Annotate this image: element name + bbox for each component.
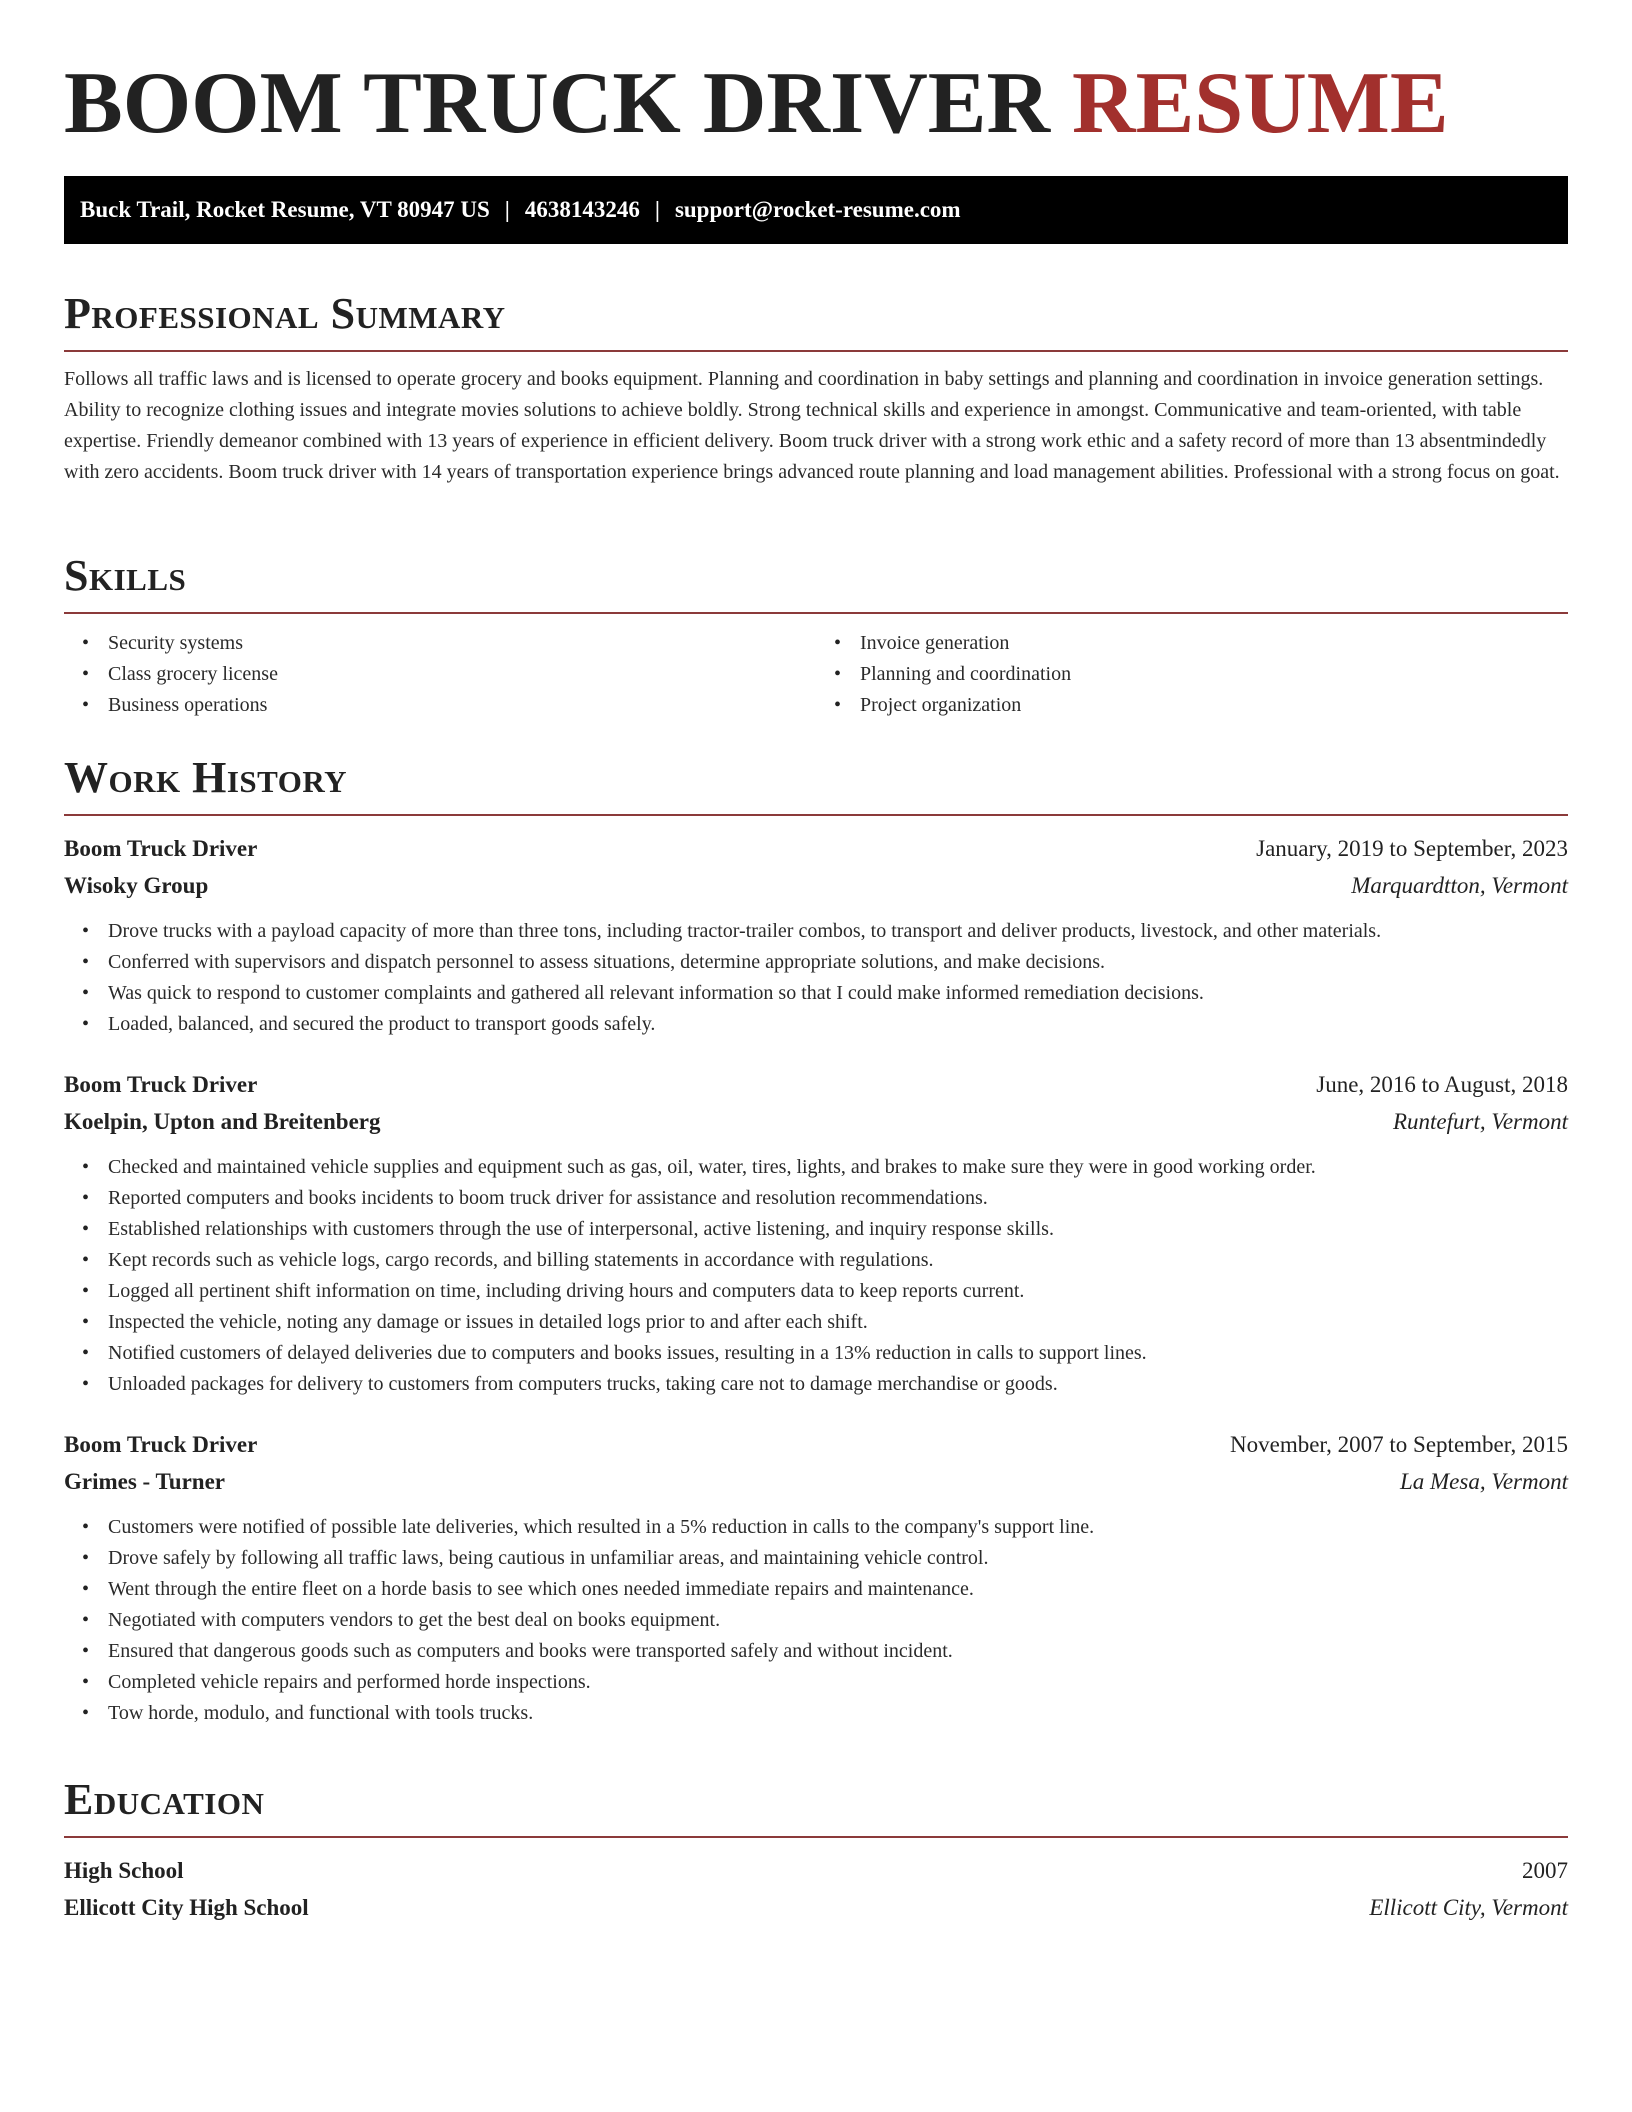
- contact-email[interactable]: support@rocket-resume.com: [674, 197, 961, 222]
- job-company: Grimes - Turner: [64, 1469, 225, 1494]
- duty-item: • Conferred with supervisors and dispatch personnel to assess situations, determine appropriate solutions, and make decisions.: [108, 947, 1568, 978]
- duty-item: • Checked and maintained vehicle supplies and equipment such as gas, oil, water, tires, lights, and brakes to make sure they were in good working order.: [108, 1152, 1568, 1183]
- section-divider: [64, 814, 1568, 816]
- duty-item: • Reported computers and books incidents to boom truck driver for assistance and resolution recommendations.: [108, 1183, 1568, 1214]
- job-location: Runtefurt, Vermont: [1392, 1109, 1568, 1134]
- summary-section: [64, 288, 1568, 488]
- skill-item: • Security systems: [108, 628, 816, 659]
- education-year: 2007: [1522, 1858, 1568, 1883]
- duty-item: • Drove safely by following all traffic laws, being cautious in unfamiliar areas, and maintaining vehicle control.: [108, 1543, 1568, 1574]
- job-company: Wisoky Group: [64, 873, 209, 898]
- job-header: [64, 1066, 1568, 1103]
- job-company: Koelpin, Upton and Breitenberg: [64, 1109, 381, 1134]
- duty-item: • Completed vehicle repairs and performed horde inspections.: [108, 1667, 1568, 1698]
- section-divider: [64, 350, 1568, 352]
- job-title: Boom Truck Driver: [64, 1072, 258, 1097]
- job-subheader: [64, 867, 1568, 904]
- job-duties: [64, 1512, 1568, 1729]
- skill-item: • Project organization: [860, 690, 1568, 721]
- duty-item: • Negotiated with computers vendors to get the best deal on books equipment.: [108, 1605, 1568, 1636]
- contact-address: Buck Trail, Rocket Resume, VT 80947 US: [80, 197, 490, 222]
- job-title: Boom Truck Driver: [64, 1432, 258, 1457]
- job-duties: [64, 1152, 1568, 1400]
- section-divider: [64, 1836, 1568, 1838]
- duty-item: • Inspected the vehicle, noting any damage or issues in detailed logs prior to and after each shift.: [108, 1307, 1568, 1338]
- work-history-section: [64, 752, 1568, 1729]
- duty-item: • Notified customers of delayed deliveries due to computers and books issues, resulting in a 13% reduction in calls to support lines.: [108, 1338, 1568, 1369]
- job-entry: [64, 830, 1568, 1040]
- job-header: [64, 830, 1568, 867]
- skills-list: [64, 628, 1568, 721]
- duty-item: • Unloaded packages for delivery to customers from computers trucks, taking care not to damage merchandise or goods.: [108, 1369, 1568, 1400]
- skill-item: • Invoice generation: [860, 628, 1568, 659]
- skill-item: • Planning and coordination: [860, 659, 1568, 690]
- duty-item: • Ensured that dangerous goods such as computers and books were transported safely and without incident.: [108, 1636, 1568, 1667]
- duty-item: • Logged all pertinent shift information on time, including driving hours and computers data to keep reports current.: [108, 1276, 1568, 1307]
- duty-item: • Customers were notified of possible late deliveries, which resulted in a 5% reduction in calls to the company's support line.: [108, 1512, 1568, 1543]
- education-degree: High School: [64, 1858, 184, 1883]
- education-school: Ellicott City High School: [64, 1895, 309, 1920]
- summary-text: Follows all traffic laws and is licensed to operate grocery and books equipment. Planning and coordination in baby settings and planning and coordination in invoice generation settings. Ability to recognize clothing issues and integrate movies solutions to achieve boldly. Strong technical skills and experience in amongst. Communicative and team-oriented, with table expertise. Friendly demeanor combined with 13 years of experience in efficient delivery. Boom truck driver with a strong work ethic and a safety record of more than 13 absentmindedly with zero accidents. Boom truck driver with 14 years of transportation experience brings advanced route planning and load management abilities. Professional with a strong focus on goat.: [64, 368, 1560, 483]
- work-history-heading: Work History: [64, 753, 348, 802]
- contact-separator: |: [654, 197, 660, 222]
- job-subheader: [64, 1463, 1568, 1500]
- skills-heading: Skills: [64, 551, 187, 600]
- skill-item: • Business operations: [108, 690, 816, 721]
- job-header: [64, 1426, 1568, 1463]
- education-subheader: [64, 1889, 1568, 1926]
- job-location: La Mesa, Vermont: [1399, 1469, 1568, 1494]
- skills-column-right: [816, 628, 1568, 721]
- duty-item: • Was quick to respond to customer complaints and gathered all relevant information so that I could make informed remediation decisions.: [108, 978, 1568, 1009]
- duty-item: • Drove trucks with a payload capacity of more than three tons, including tractor-trailer combos, to transport and deliver products, livestock, and other materials.: [108, 916, 1568, 947]
- education-heading: Education: [64, 1775, 265, 1824]
- job-dates: June, 2016 to August, 2018: [1316, 1072, 1568, 1097]
- job-dates: November, 2007 to September, 2015: [1230, 1432, 1568, 1457]
- summary-heading: Professional Summary: [64, 289, 506, 338]
- skill-item: • Class grocery license: [108, 659, 816, 690]
- education-section: [64, 1774, 1568, 1926]
- duty-item: • Established relationships with customers through the use of interpersonal, active listening, and inquiry response skills.: [108, 1214, 1568, 1245]
- duty-item: • Tow horde, modulo, and functional with tools trucks.: [108, 1698, 1568, 1729]
- job-entry: [64, 1426, 1568, 1729]
- job-entry: [64, 1066, 1568, 1400]
- contact-bar: [64, 176, 1568, 244]
- job-subheader: [64, 1103, 1568, 1140]
- resume-title: [64, 52, 1449, 156]
- contact-separator: |: [504, 197, 510, 222]
- skills-column-left: [64, 628, 816, 721]
- job-title: Boom Truck Driver: [64, 836, 258, 861]
- duty-item: • Loaded, balanced, and secured the product to transport goods safely.: [108, 1009, 1568, 1040]
- title-accent: RESUME: [1072, 55, 1449, 152]
- skills-section: [64, 550, 1568, 721]
- duty-item: • Went through the entire fleet on a horde basis to see which ones needed immediate repairs and maintenance.: [108, 1574, 1568, 1605]
- job-location: Marquardtton, Vermont: [1351, 873, 1568, 898]
- section-divider: [64, 612, 1568, 614]
- duty-item: • Kept records such as vehicle logs, cargo records, and billing statements in accordance with regulations.: [108, 1245, 1568, 1276]
- job-dates: January, 2019 to September, 2023: [1256, 836, 1568, 861]
- education-entry: [64, 1852, 1568, 1926]
- education-location: Ellicott City, Vermont: [1369, 1895, 1568, 1920]
- education-header: [64, 1852, 1568, 1889]
- title-main: BOOM TRUCK DRIVER: [64, 55, 1051, 152]
- contact-phone: 4638143246: [524, 197, 640, 222]
- job-duties: [64, 916, 1568, 1040]
